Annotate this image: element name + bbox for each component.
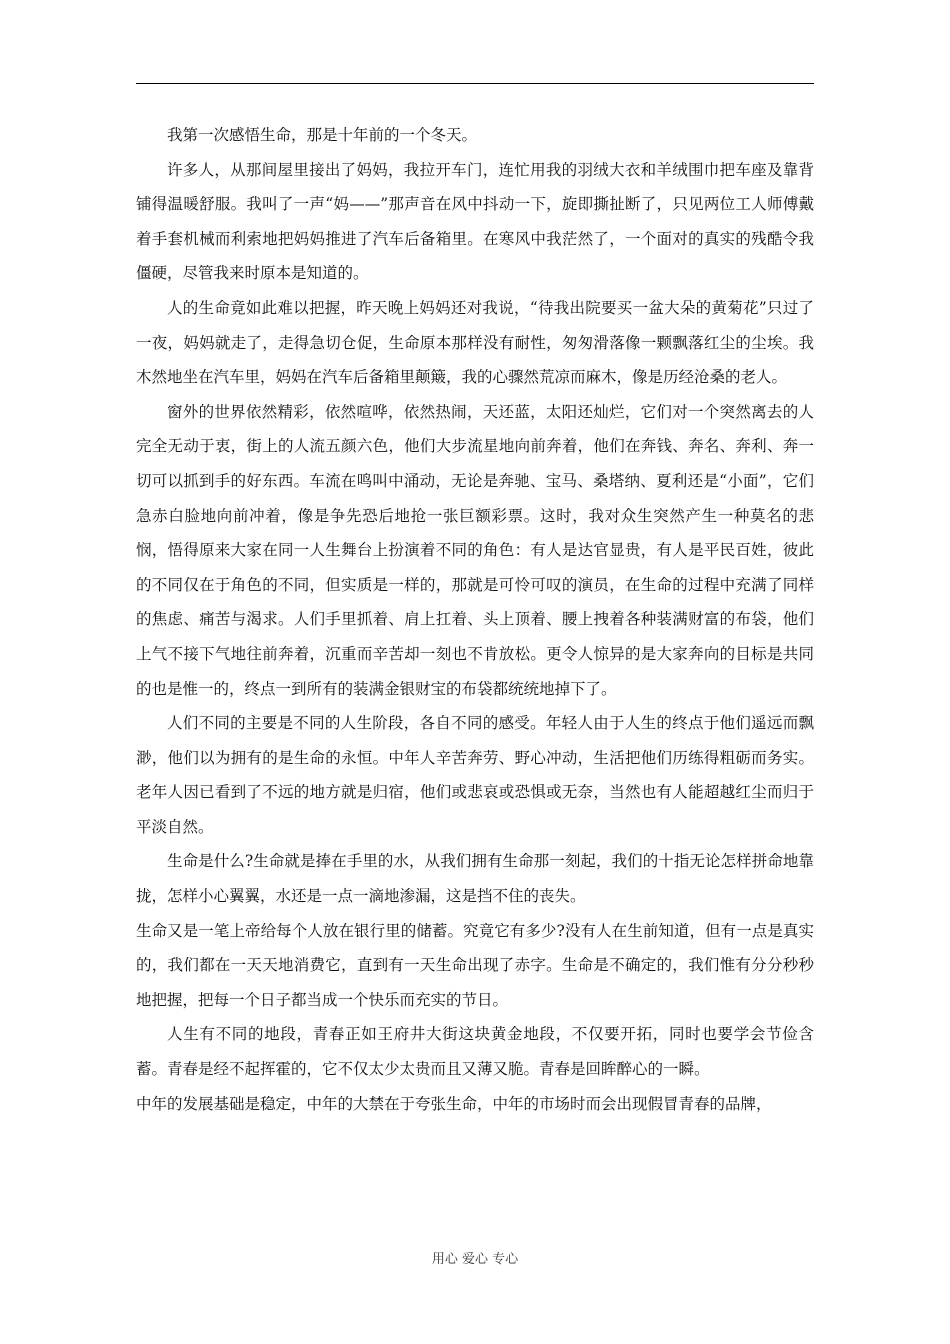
paragraph-4: 窗外的世界依然精彩，依然喧哗，依然热闹，天还蓝，太阳还灿烂，它们对一个突然离去的人完全无动于衷，街上的人流五颜六色，他们大步流星地向前奔着，他们在奔钱、奔名、奔利、奔一切可以抓到手的好东西。车流在鸣叫中涌动，无论是奔驰、宝马、桑塔纳、夏利还是“小面”，它们急赤白脸地向前冲着，像是争先恐后地抢一张巨额彩票。这时，我对众生突然产生一种莫名的悲悯，悟得原来大家在同一人生舞台上扮演着不同的角色：有人是达官显贵，有人是平民百姓，彼此的不同仅在于角色的不同，但实质是一样的，那就是可怜可叹的演员，在生命的过程中充满了同样的焦虑、痛苦与渴求。人们手里抓着、肩上扛着、头上顶着、腰上拽着各种装满财富的布袋，他们上气不接下气地往前奔着，沉重而辛苦却一刻也不肯放松。更令人惊异的是大家奔向的目标是共同的也是惟一的，终点一到所有的装满金银财宝的布袋都统统地掉下了。 bbox=[136, 402, 814, 698]
paragraph-1: 我第一次感悟生命，那是十年前的一个冬天。 bbox=[167, 126, 478, 144]
paragraph-2: 许多人，从那间屋里接出了妈妈，我拉开车门，连忙用我的羽绒大衣和羊绒围巾把车座及靠背铺得温暖舒服。我叫了一声“妈——”那声音在风中抖动一下，旋即撕扯断了，只见两位工人师傅戴着手套机械而利索地把妈妈推进了汽车后备箱里。在寒风中我茫然了，一个面对的真实的残酷令我僵硬，尽管我来时原本是知道的。 bbox=[136, 160, 814, 283]
header-rule bbox=[136, 83, 814, 84]
paragraph-3: 人的生命竟如此难以把握，昨天晚上妈妈还对我说，“待我出院要买一盆大朵的黄菊花”只过了一夜，妈妈就走了，走得急切仓促，生命原本那样没有耐性，匆匆滑落像一颗飘落红尘的尘埃。我木然地坐在汽车里，妈妈在汽车后备箱里颠簸，我的心骤然荒凉而麻木，像是历经沧桑的老人。 bbox=[136, 298, 814, 387]
paragraph-5: 人们不同的主要是不同的人生阶段，各自不同的感受。年轻人由于人生的终点于他们遥远而飘渺，他们以为拥有的是生命的永恒。中年人辛苦奔劳、野心冲动，生活把他们历练得粗砺而务实。老年人因已看到了不远的地方就是归宿，他们或悲哀或恐惧或无奈，当然也有人能超越红尘而归于平淡自然。 bbox=[136, 714, 814, 836]
paragraph-8: 人生有不同的地段，青春正如王府井大街这块黄金地段，不仅要开拓，同时也要学会节俭含蓄。青春是经不起挥霍的，它不仅太少太贵而且又薄又脆。青春是回眸醉心的一瞬。 bbox=[136, 1025, 814, 1079]
paragraph-7: 生命又是一笔上帝给每个人放在银行里的储蓄。究竟它有多少?没有人在生前知道，但有一点是真实的，我们都在一天天地消费它，直到有一天生命出现了赤字。生命是不确定的，我们惟有分分秒秒地把握，把每一个日子都当成一个快乐而充实的节日。 bbox=[136, 921, 814, 1009]
article-body bbox=[136, 118, 814, 1121]
paragraph-9: 中年的发展基础是稳定，中年的大禁在于夸张生命，中年的市场时而会出现假冒青春的品牌， bbox=[136, 1094, 772, 1113]
page-footer: 用心 爱心 专心 bbox=[431, 1252, 519, 1267]
paragraph-6: 生命是什么?生命就是捧在手里的水，从我们拥有生命那一刻起，我们的十指无论怎样拼命地靠拢，怎样小心翼翼，水还是一点一滴地渗漏，这是挡不住的丧失。 bbox=[136, 852, 814, 906]
